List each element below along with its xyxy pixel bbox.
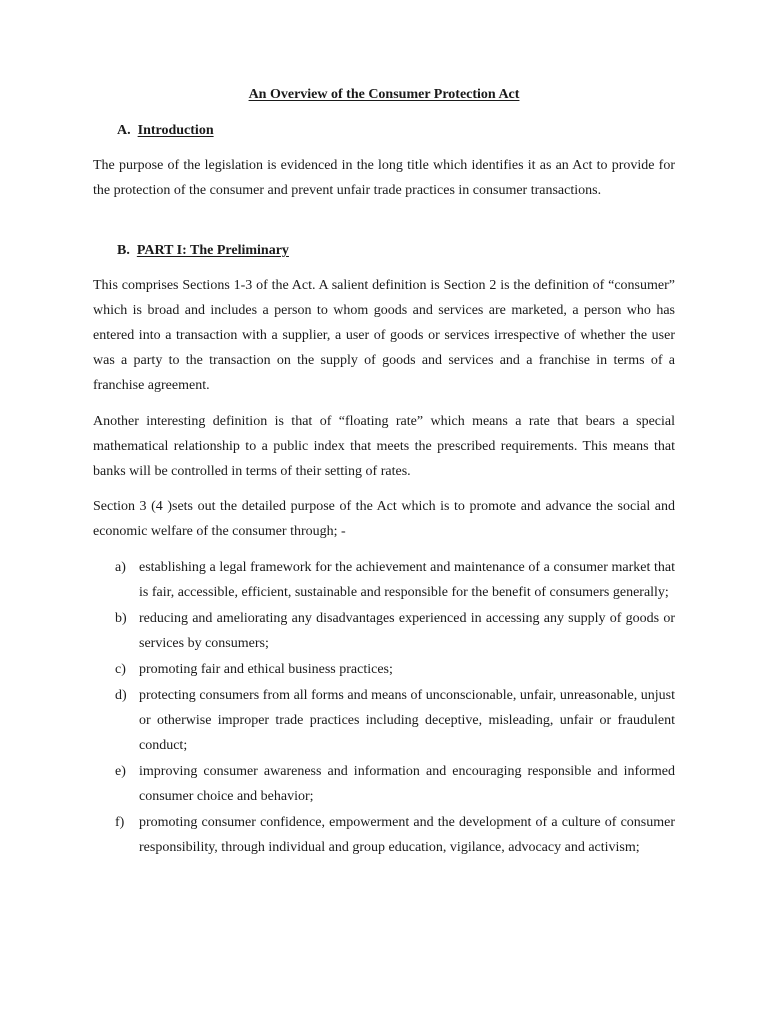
purpose-list xyxy=(93,555,675,861)
section-heading-text: Introduction xyxy=(137,123,214,138)
list-item-text: promoting fair and ethical business practices; xyxy=(139,662,393,677)
paragraph-section-3-purpose: Section 3 (4 )sets out the detailed purpose of the Act which is to promote and advance the social and economic welfare of the consumer through; - xyxy=(93,499,675,539)
list-item-text: promoting consumer confidence, empowerment and the development of a culture of consumer responsibility, through individual and group education, vigilance, advocacy and activism; xyxy=(139,815,675,855)
list-marker: d) xyxy=(115,688,127,703)
list-marker: b) xyxy=(115,611,127,626)
list-item-text: protecting consumers from all forms and means of unconscionable, unfair, unreasonable, unjust or otherwise improper trade practices including deceptive, misleading, unfair or fraudulent conduct; xyxy=(139,688,675,753)
section-marker: A. xyxy=(117,123,131,138)
list-item xyxy=(93,810,675,860)
paragraph-definition-floating-rate: Another interesting definition is that of “floating rate” which means a rate that bears a special mathematical relationship to a public index that meets the prescribed requirements. This means that banks will be controlled in terms of their setting of rates. xyxy=(93,414,675,479)
list-item xyxy=(93,683,675,758)
list-marker: e) xyxy=(115,764,126,779)
list-item xyxy=(93,759,675,809)
section-heading-preliminary xyxy=(117,243,289,259)
section-marker: B. xyxy=(117,243,130,258)
list-item-text: improving consumer awareness and information and encouraging responsible and informed consumer choice and behavior; xyxy=(139,764,675,804)
list-item-text: establishing a legal framework for the achievement and maintenance of a consumer market that is fair, accessible, efficient, sustainable and responsible for the benefit of consumers generally; xyxy=(139,560,675,600)
list-item xyxy=(93,555,675,605)
list-marker: c) xyxy=(115,662,126,677)
section-heading-introduction xyxy=(117,123,214,139)
list-item xyxy=(93,657,675,682)
document-title: An Overview of the Consumer Protection Act xyxy=(248,87,520,102)
list-item-text: reducing and ameliorating any disadvantages experienced in accessing any supply of goods or services by consumers; xyxy=(139,611,675,651)
paragraph-introduction: The purpose of the legislation is evidenced in the long title which identifies it as an Act to provide for the protection of the consumer and prevent unfair trade practices in consumer transactions. xyxy=(93,158,675,198)
list-item xyxy=(93,606,675,656)
list-marker: a) xyxy=(115,560,126,575)
section-heading-text: PART I: The Preliminary xyxy=(136,243,289,258)
paragraph-definition-consumer: This comprises Sections 1-3 of the Act. A salient definition is Section 2 is the definition of “consumer” which is broad and includes a person to whom goods and services are marketed, a person who has entered into a transaction with a supplier, a user of goods or services irrespective of whether the user was a party to the transaction on the supply of goods and services and a franchise in terms of a franchise agreement. xyxy=(93,278,675,393)
list-marker: f) xyxy=(115,815,125,830)
